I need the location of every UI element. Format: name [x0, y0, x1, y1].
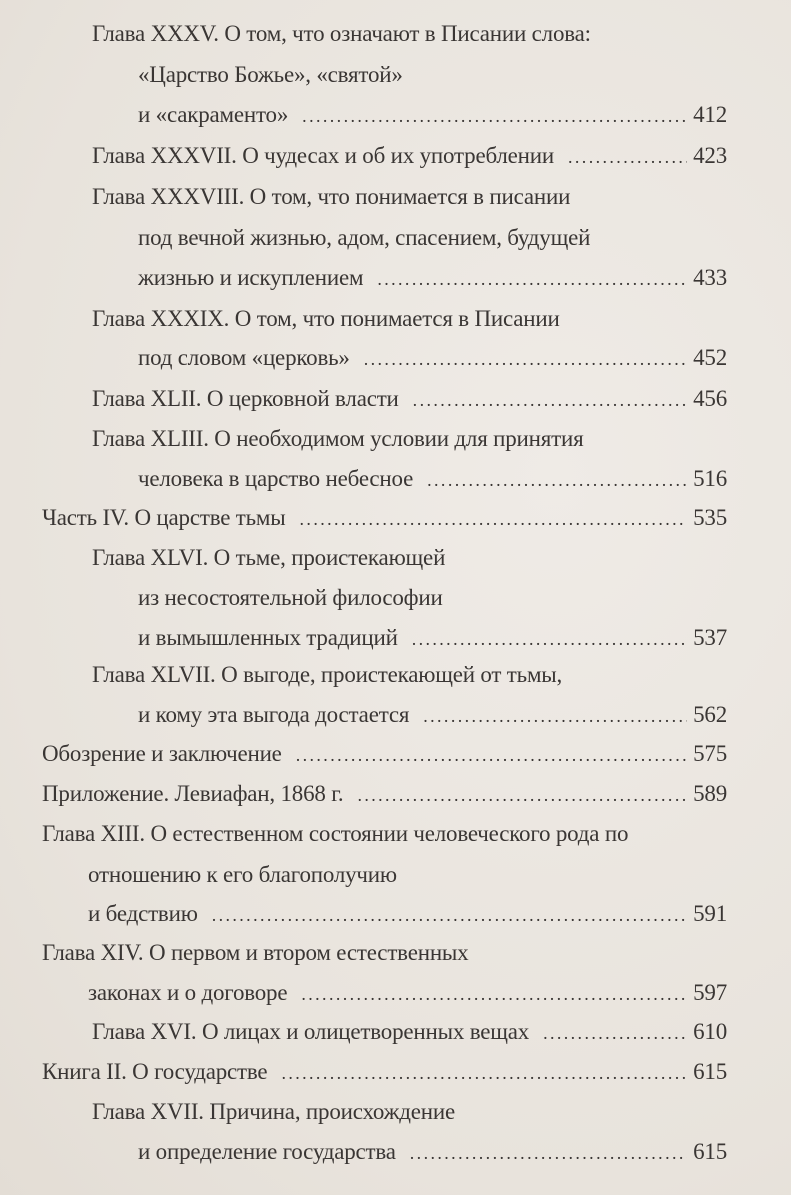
- toc-entry-heading: [42, 933, 742, 973]
- toc-entry-title: Глава XLII. О церковной власти: [92, 386, 399, 411]
- dot-leader: [543, 1013, 687, 1053]
- toc-entry-heading: [42, 814, 742, 854]
- page-number[interactable]: 589: [693, 781, 727, 806]
- toc-entry-title: человека в царство небесное: [138, 466, 414, 491]
- dot-leader: [300, 499, 688, 539]
- page-number[interactable]: 412: [693, 102, 727, 127]
- toc-entry-continuation: [138, 218, 732, 258]
- toc-entry-title: Глава XLVII. О выгоде, проистекающей от тьмы,: [92, 662, 563, 687]
- toc-entry-title: Глава XIV. О первом и втором естественных: [42, 940, 469, 965]
- toc-entry-leader-line[interactable]: [92, 136, 727, 176]
- toc-entry-leader-line[interactable]: [42, 1052, 727, 1092]
- toc-entry-title: и кому эта выгода достается: [138, 702, 410, 727]
- toc-entry-title: жизнью и искуплением: [138, 265, 364, 290]
- page-number[interactable]: 452: [693, 345, 727, 370]
- toc-entry-leader-line[interactable]: [138, 95, 727, 135]
- toc-entry-title: и вымышленных традиций: [138, 625, 398, 650]
- toc-part-title: Часть IV. О царстве тьмы: [42, 505, 286, 530]
- dot-leader: [296, 735, 687, 775]
- toc-entry-leader-line[interactable]: [138, 338, 727, 378]
- dot-leader: [281, 1053, 687, 1093]
- dot-leader: [410, 1133, 687, 1173]
- toc-entry-title: под вечной жизнью, адом, спасением, будущей: [138, 225, 591, 250]
- toc-entry-title: Глава XVI. О лицах и олицетворенных вещах: [92, 1019, 530, 1044]
- toc-entry-leader-line[interactable]: [42, 774, 727, 814]
- page-number[interactable]: 456: [693, 386, 727, 411]
- toc-entry-title: и определение государства: [138, 1139, 396, 1164]
- dot-leader: [357, 775, 687, 815]
- toc-entry-heading: [92, 299, 732, 339]
- toc-entry-title: и «сакраменто»: [138, 102, 289, 127]
- toc-entry-title: Глава XLVI. О тьме, проистекающей: [92, 545, 446, 570]
- toc-entry-leader-line[interactable]: [42, 498, 727, 538]
- dot-leader: [212, 895, 687, 935]
- toc-entry-title: Глава XXXIX. О том, что понимается в Писании: [92, 306, 560, 331]
- page-number[interactable]: 423: [693, 143, 727, 168]
- toc-entry-title: Глава XIII. О естественном состоянии человеческого рода по: [42, 821, 629, 846]
- dot-leader: [568, 137, 687, 177]
- toc-entry-heading: [92, 419, 732, 459]
- toc-entry-title: под словом «церковь»: [138, 345, 350, 370]
- toc-entry-heading: [92, 655, 732, 695]
- dot-leader: [413, 380, 687, 420]
- toc-entry-title: Глава XVII. Причина, происхождение: [92, 1099, 456, 1124]
- toc-part-title: Обозрение и заключение: [42, 741, 282, 766]
- page-number[interactable]: 610: [693, 1019, 727, 1044]
- page-number[interactable]: 591: [693, 901, 727, 926]
- toc-entry-leader-line[interactable]: [88, 894, 727, 934]
- toc-entry-continuation: [138, 55, 732, 95]
- dot-leader: [364, 339, 687, 379]
- toc-entry-continuation: [138, 578, 732, 618]
- toc-entry-leader-line[interactable]: [138, 695, 727, 735]
- toc-entry-heading: [92, 538, 732, 578]
- page-number[interactable]: 575: [693, 741, 727, 766]
- page-number[interactable]: 597: [693, 980, 727, 1005]
- toc-entry-leader-line[interactable]: [138, 459, 727, 499]
- toc-entry-continuation: [88, 855, 728, 895]
- toc-entry-leader-line[interactable]: [138, 618, 727, 658]
- toc-entry-leader-line[interactable]: [88, 973, 727, 1013]
- dot-leader: [377, 259, 687, 299]
- toc-entry-title: и бедствию: [88, 901, 198, 926]
- dot-leader: [412, 619, 687, 659]
- page-number[interactable]: 615: [693, 1059, 727, 1084]
- toc-entry-title: Глава XXXVIII. О том, что понимается в писании: [92, 184, 571, 209]
- toc-entry-heading: [92, 177, 732, 217]
- dot-leader: [302, 96, 687, 136]
- page-number[interactable]: 537: [693, 625, 727, 650]
- page-number[interactable]: 516: [693, 466, 727, 491]
- toc-entry-leader-line[interactable]: [138, 258, 727, 298]
- dot-leader: [301, 974, 687, 1014]
- page-number[interactable]: 562: [693, 702, 727, 727]
- toc-entry-title: Глава XXXV. О том, что означают в Писании слова:: [92, 21, 591, 46]
- page-number[interactable]: 433: [693, 265, 727, 290]
- toc-entry-heading: [92, 14, 732, 54]
- toc-entry-title: Глава XLIII. О необходимом условии для принятия: [92, 426, 584, 451]
- page-number[interactable]: 535: [693, 505, 727, 530]
- dot-leader: [423, 696, 687, 736]
- toc-entry-title: законах и о договоре: [88, 980, 288, 1005]
- toc-entry-leader-line[interactable]: [42, 734, 727, 774]
- toc-part-title: Книга II. О государстве: [42, 1059, 268, 1084]
- toc-entry-title: «Царство Божье», «святой»: [138, 62, 403, 87]
- toc-part-title: Приложение. Левиафан, 1868 г.: [42, 781, 344, 806]
- toc-entry-heading: [92, 1092, 732, 1132]
- toc-entry-title: отношению к его благополучию: [88, 862, 397, 887]
- page-number[interactable]: 615: [693, 1139, 727, 1164]
- toc-entry-title: Глава XXXVII. О чудесах и об их употреблении: [92, 143, 554, 168]
- toc-entry-leader-line[interactable]: [92, 379, 727, 419]
- toc-entry-title: из несостоятельной философии: [138, 585, 443, 610]
- toc-entry-leader-line[interactable]: [92, 1012, 727, 1052]
- dot-leader: [427, 460, 687, 500]
- toc-entry-leader-line[interactable]: [138, 1132, 727, 1172]
